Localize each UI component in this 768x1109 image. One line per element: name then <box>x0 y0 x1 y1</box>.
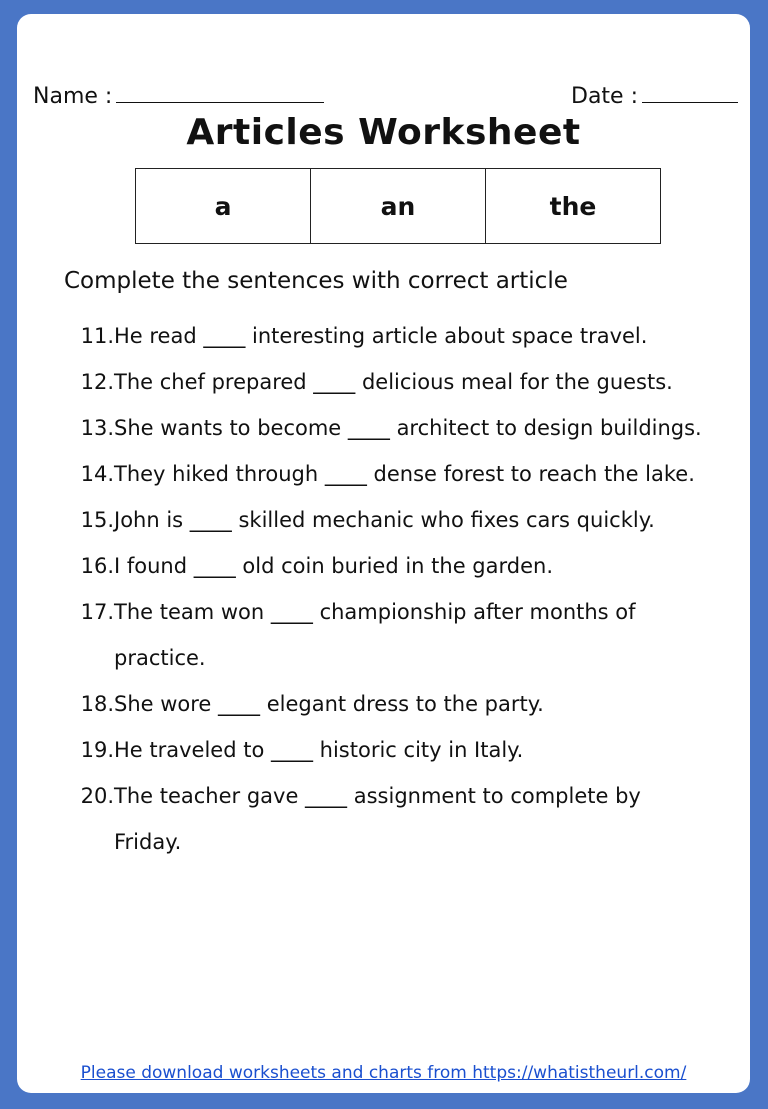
worksheet-page <box>17 14 750 1093</box>
question-text: She wants to become ____ architect to design buildings. <box>114 416 702 440</box>
article-option-the: the <box>549 191 597 221</box>
name-field <box>33 84 324 109</box>
question-item <box>67 451 707 497</box>
question-text: I found ____ old coin buried in the garden. <box>114 554 554 578</box>
question-text: The team won ____ championship after months of practice. <box>114 600 636 670</box>
question-item <box>67 313 707 359</box>
question-number: 17. <box>80 600 114 624</box>
question-number: 14. <box>80 462 114 486</box>
question-number: 13. <box>80 416 114 440</box>
instruction-heading: Complete the sentences with correct article <box>64 268 568 294</box>
date-field <box>571 84 738 109</box>
question-number: 16. <box>80 554 114 578</box>
question-item <box>67 681 707 727</box>
question-number: 12. <box>80 370 114 394</box>
name-blank-line <box>116 88 324 103</box>
question-list <box>67 313 707 865</box>
question-number: 18. <box>80 692 114 716</box>
download-link[interactable]: Please download worksheets and charts from https://whatistheurl.com/ <box>80 1063 687 1083</box>
question-text: The chef prepared ____ delicious meal for the guests. <box>114 370 673 394</box>
question-number: 20. <box>80 784 114 808</box>
question-item <box>67 773 707 865</box>
question-text: He traveled to ____ historic city in Italy. <box>114 738 524 762</box>
question-item <box>67 405 707 451</box>
question-number: 11. <box>80 324 114 348</box>
article-options-table <box>135 168 661 244</box>
question-text: He read ____ interesting article about space travel. <box>114 324 648 348</box>
question-text: The teacher gave ____ assignment to complete by Friday. <box>114 784 641 854</box>
question-item <box>67 543 707 589</box>
question-text: John is ____ skilled mechanic who fixes cars quickly. <box>114 508 655 532</box>
question-text: She wore ____ elegant dress to the party. <box>114 692 544 716</box>
question-item <box>67 727 707 773</box>
date-blank-line <box>642 88 738 103</box>
question-text: They hiked through ____ dense forest to reach the lake. <box>114 462 695 486</box>
page-title: Articles Worksheet <box>186 112 581 153</box>
date-label: Date : <box>571 84 638 109</box>
question-item <box>67 589 707 681</box>
question-number: 19. <box>80 738 114 762</box>
question-item <box>67 359 707 405</box>
article-option-an: an <box>311 169 486 243</box>
name-label: Name : <box>33 84 113 109</box>
article-option-a: a <box>136 169 311 243</box>
question-item <box>67 497 707 543</box>
question-number: 15. <box>80 508 114 532</box>
